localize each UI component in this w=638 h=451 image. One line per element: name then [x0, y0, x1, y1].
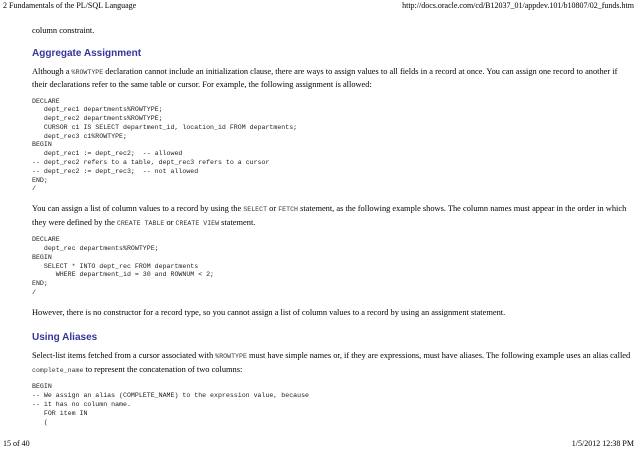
text-run: statement. [219, 217, 256, 227]
text-run: statement, as the following example shows. The column names must appear in the order in which they were defined by the [32, 204, 627, 227]
text-run: You can assign a list of column values to a record by using the [32, 204, 244, 214]
page-footer-datetime: 1/5/2012 12:38 PM [571, 439, 634, 448]
code-block-alias-example: BEGIN -- We assign an alias (COMPLETE_NAME) to the expression value, because -- it has no column name. FOR item IN ( [32, 383, 309, 426]
code-block-select-into: DECLARE dept_rec departments%ROWTYPE; BEGIN SELECT * INTO dept_rec FROM departments WHERE department_id = 30 and ROWNUM < 2; END; / [32, 236, 215, 297]
page-footer-page-number: 15 of 40 [3, 439, 30, 448]
document-body [32, 25, 632, 427]
inline-code-create-view: CREATE VIEW [175, 219, 220, 227]
intro-text: column constraint. [32, 26, 95, 35]
inline-code-fetch: FETCH [278, 206, 298, 214]
text-run: or [267, 204, 279, 214]
inline-code-rowtype: %ROWTYPE [215, 353, 247, 361]
text-run: declaration cannot include an initialization clause, there are ways to assign values to all fields in a record at once. You can assign one record to another if their declarations refer to the same table or cursor. For example, the following assignment is allowed: [32, 66, 618, 89]
page-header-url: http://docs.oracle.com/cd/B12037_01/appdev.101/b10807/02_funds.htm [402, 1, 634, 10]
inline-code-select: SELECT [243, 206, 268, 214]
paragraph-aggregate-intro [32, 66, 632, 92]
text-run: Select-list items fetched from a cursor associated with [32, 351, 216, 361]
text-run: must have simple names or, if they are expressions, must have aliases. The following example uses an alias called [246, 351, 631, 361]
text-run: or [164, 217, 176, 227]
heading-using-aliases: Using Aliases [32, 332, 98, 344]
inline-code-rowtype: %ROWTYPE [71, 68, 104, 76]
paragraph-aliases-intro [32, 350, 632, 377]
text-run: to represent the concatenation of two columns: [83, 364, 243, 374]
text-run: Although a [32, 66, 72, 76]
paragraph-select-fetch [32, 203, 632, 230]
inline-code-create-table: CREATE TABLE [116, 219, 165, 227]
heading-aggregate-assignment: Aggregate Assignment [32, 47, 142, 59]
inline-code-complete-name: complete_name [32, 366, 84, 374]
page-header-title: 2 Fundamentals of the PL/SQL Language [3, 1, 137, 10]
paragraph-no-constructor: However, there is no constructor for a record type, so you cannot assign a list of column values to a record by using an assignment statement. [32, 307, 506, 317]
code-block-record-assignment: DECLARE dept_rec1 departments%ROWTYPE; dept_rec2 departments%ROWTYPE; CURSOR c1 IS SELECT department_id, location_id FROM departments; dept_rec3 c1%ROWTYPE; BEGIN dept_rec1 := dept_rec2; -- allowed -- dept_rec2 refers to a table, dept_rec3 refers to a cursor -- dept_rec2 := dept_rec3; -- not allowed END; / [32, 97, 298, 193]
